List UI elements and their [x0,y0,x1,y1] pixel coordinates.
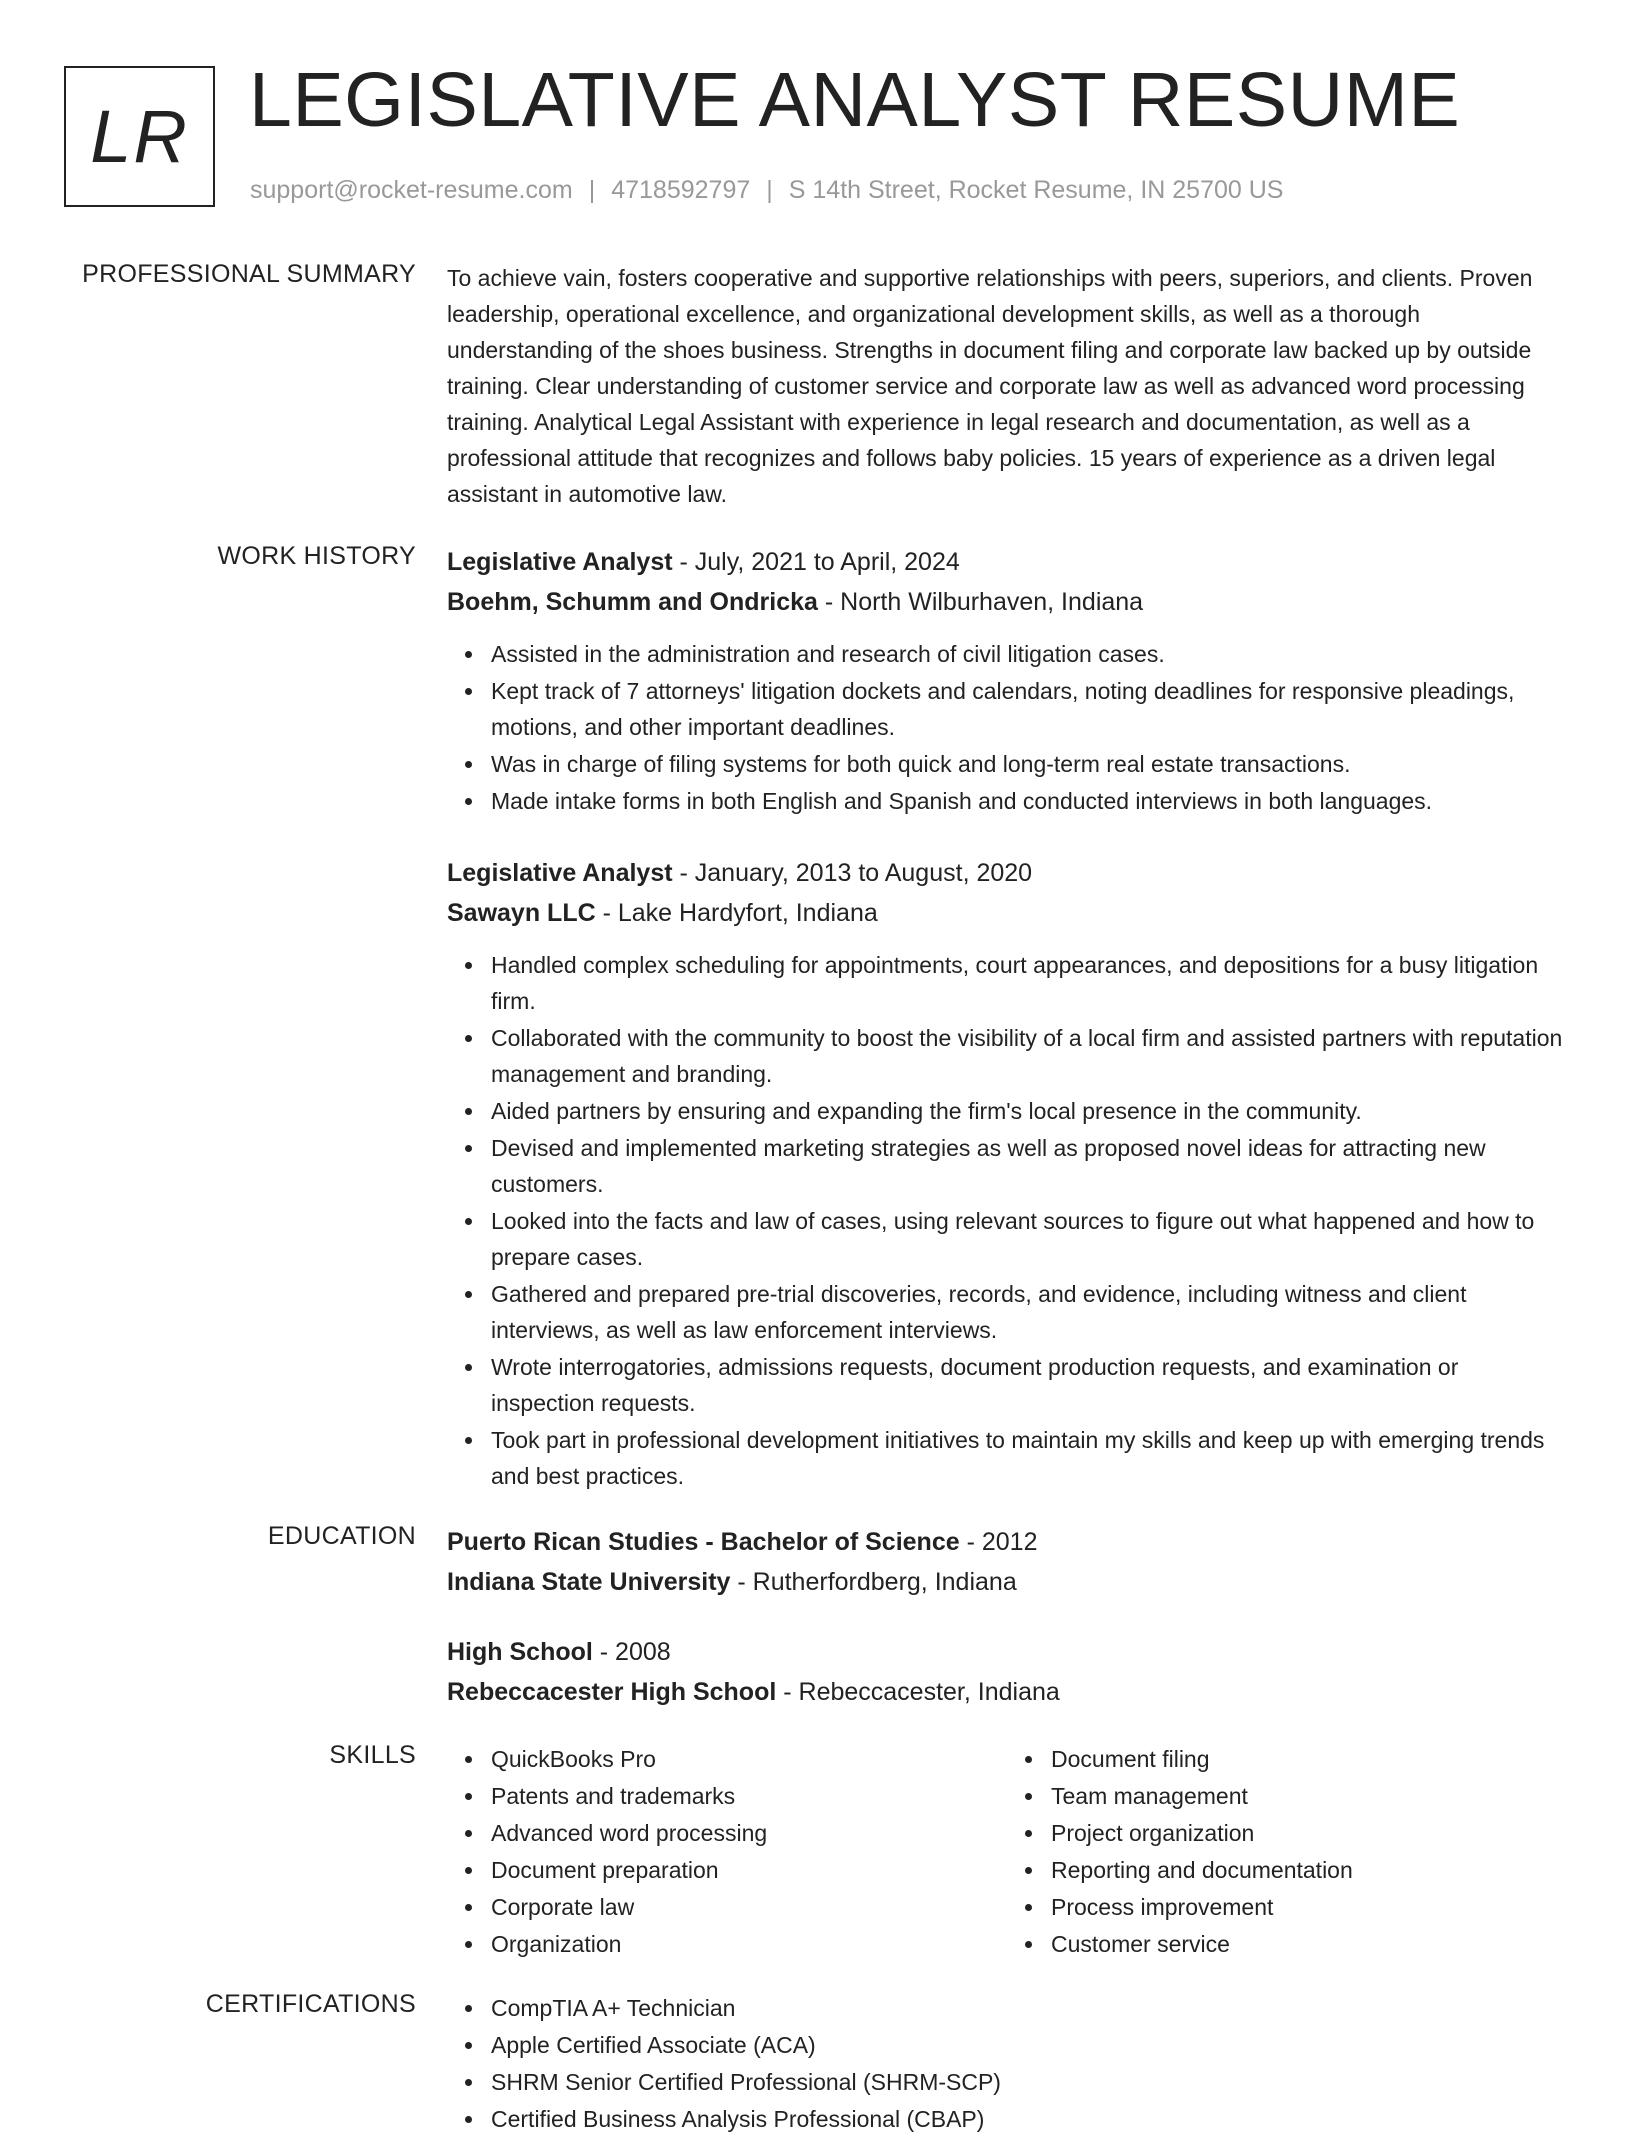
section-label-education: EDUCATION [267,1522,416,1550]
job-bullet-list [447,947,1567,1494]
education-degree: Puerto Rican Studies - Bachelor of Science [447,1528,960,1556]
certifications-list [447,1990,1567,2137]
skill-item: Team management [1051,1778,1567,1814]
skill-item: Project organization [1051,1815,1567,1851]
resume-title: LEGISLATIVE ANALYST RESUME [249,57,1461,143]
certification-item: Certified Business Analysis Professional (CBAP) [491,2101,1567,2137]
job-company-line [447,582,1567,622]
contact-email[interactable]: support@rocket-resume.com [250,176,573,204]
education-year: - 2008 [592,1638,671,1666]
education-location: - Rutherfordberg, Indiana [730,1568,1017,1596]
skills-columns [447,1741,1567,1963]
education-location: - Rebeccacester, Indiana [776,1678,1060,1706]
skill-item: Document filing [1051,1741,1567,1777]
job-bullet: Kept track of 7 attorneys' litigation dockets and calendars, noting deadlines for responsive pleadings, motions, and other important deadlines. [491,673,1567,745]
skills-body [447,1741,1567,1963]
job-bullet: Assisted in the administration and research of civil litigation cases. [491,636,1567,672]
education-entry [447,1522,1567,1602]
summary-text: To achieve vain, fosters cooperative and supportive relationships with peers, superiors, and clients. Proven leadership, operational excellence, and organizational development skills, as well as a thorough understanding of the shoes business. Strengths in document filing and corporate law backed up by outside training. Clear understanding of customer service and corporate law as well as advanced word processing training. Analytical Legal Assistant with experience in legal research and documentation, as well as a professional attitude that recognizes and follows baby policies. 15 years of experience as a driven legal assistant in automotive law. [447,265,1533,507]
job-location: - Lake Hardyfort, Indiana [595,899,878,927]
work-body [447,542,1567,1528]
job-title: Legislative Analyst [447,548,673,576]
summary-body [447,260,1567,512]
education-school: Rebeccacester High School [447,1678,777,1706]
job-bullet: Looked into the facts and law of cases, using relevant sources to figure out what happened and how to prepare cases. [491,1203,1567,1275]
section-label-work: WORK HISTORY [217,542,416,570]
skill-item: Document preparation [491,1852,1007,1888]
skill-item: Advanced word processing [491,1815,1007,1851]
job-company-line [447,893,1567,933]
skills-list-right [1007,1741,1567,1963]
job-entry [447,542,1567,819]
contact-address: S 14th Street, Rocket Resume, IN 25700 US [788,176,1284,204]
job-company: Sawayn LLC [447,899,596,927]
contact-separator: | [588,176,596,204]
skills-list-left [447,1741,1007,1963]
job-location: - North Wilburhaven, Indiana [817,588,1144,616]
education-degree: High School [447,1638,593,1666]
section-label-summary: PROFESSIONAL SUMMARY [82,260,416,288]
monogram-logo [64,66,215,207]
skill-item: Customer service [1051,1926,1567,1962]
education-degree-line [447,1522,1567,1562]
education-year: - 2012 [959,1528,1038,1556]
skill-item: Process improvement [1051,1889,1567,1925]
job-bullet: Was in charge of filing systems for both quick and long-term real estate transactions. [491,746,1567,782]
job-bullet: Gathered and prepared pre-trial discoveries, records, and evidence, including witness and client interviews, as well as law enforcement interviews. [491,1276,1567,1348]
job-dates: - January, 2013 to August, 2020 [672,859,1033,887]
skill-item: Patents and trademarks [491,1778,1007,1814]
certification-item: Apple Certified Associate (ACA) [491,2027,1567,2063]
certification-item: SHRM Senior Certified Professional (SHRM-SCP) [491,2064,1567,2100]
contact-separator: | [766,176,773,204]
certifications-body [447,1990,1567,2138]
skill-item: Reporting and documentation [1051,1852,1567,1888]
job-bullet: Handled complex scheduling for appointments, court appearances, and depositions for a busy litigation firm. [491,947,1567,1019]
education-school: Indiana State University [447,1568,731,1596]
section-label-certifications: CERTIFICATIONS [205,1990,416,2018]
education-school-line [447,1672,1567,1712]
section-label-skills: SKILLS [329,1741,416,1769]
job-bullet: Wrote interrogatories, admissions requests, document production requests, and examination or inspection requests. [491,1349,1567,1421]
job-bullet: Took part in professional development initiatives to maintain my skills and keep up with emerging trends and best practices. [491,1422,1567,1494]
job-dates: - July, 2021 to April, 2024 [672,548,960,576]
contact-line [250,176,1283,205]
skill-item: QuickBooks Pro [491,1741,1007,1777]
monogram-initials: LR [90,95,189,178]
job-company: Boehm, Schumm and Ondricka [447,588,818,616]
job-bullet: Devised and implemented marketing strategies as well as proposed novel ideas for attracting new customers. [491,1130,1567,1202]
job-bullet-list [447,636,1567,819]
job-bullet: Made intake forms in both English and Spanish and conducted interviews in both languages. [491,783,1567,819]
education-school-line [447,1562,1567,1602]
skill-item: Organization [491,1926,1007,1962]
job-entry [447,853,1567,1494]
job-title: Legislative Analyst [447,859,673,887]
contact-phone[interactable]: 4718592797 [611,176,751,204]
certification-item: CompTIA A+ Technician [491,1990,1567,2026]
job-bullet: Aided partners by ensuring and expanding the firm's local presence in the community. [491,1093,1567,1129]
job-bullet: Collaborated with the community to boost the visibility of a local firm and assisted partners with reputation management and branding. [491,1020,1567,1092]
job-title-line [447,542,1567,582]
job-title-line [447,853,1567,893]
education-body [447,1522,1567,1742]
education-entry [447,1632,1567,1712]
education-degree-line [447,1632,1567,1672]
skill-item: Corporate law [491,1889,1007,1925]
